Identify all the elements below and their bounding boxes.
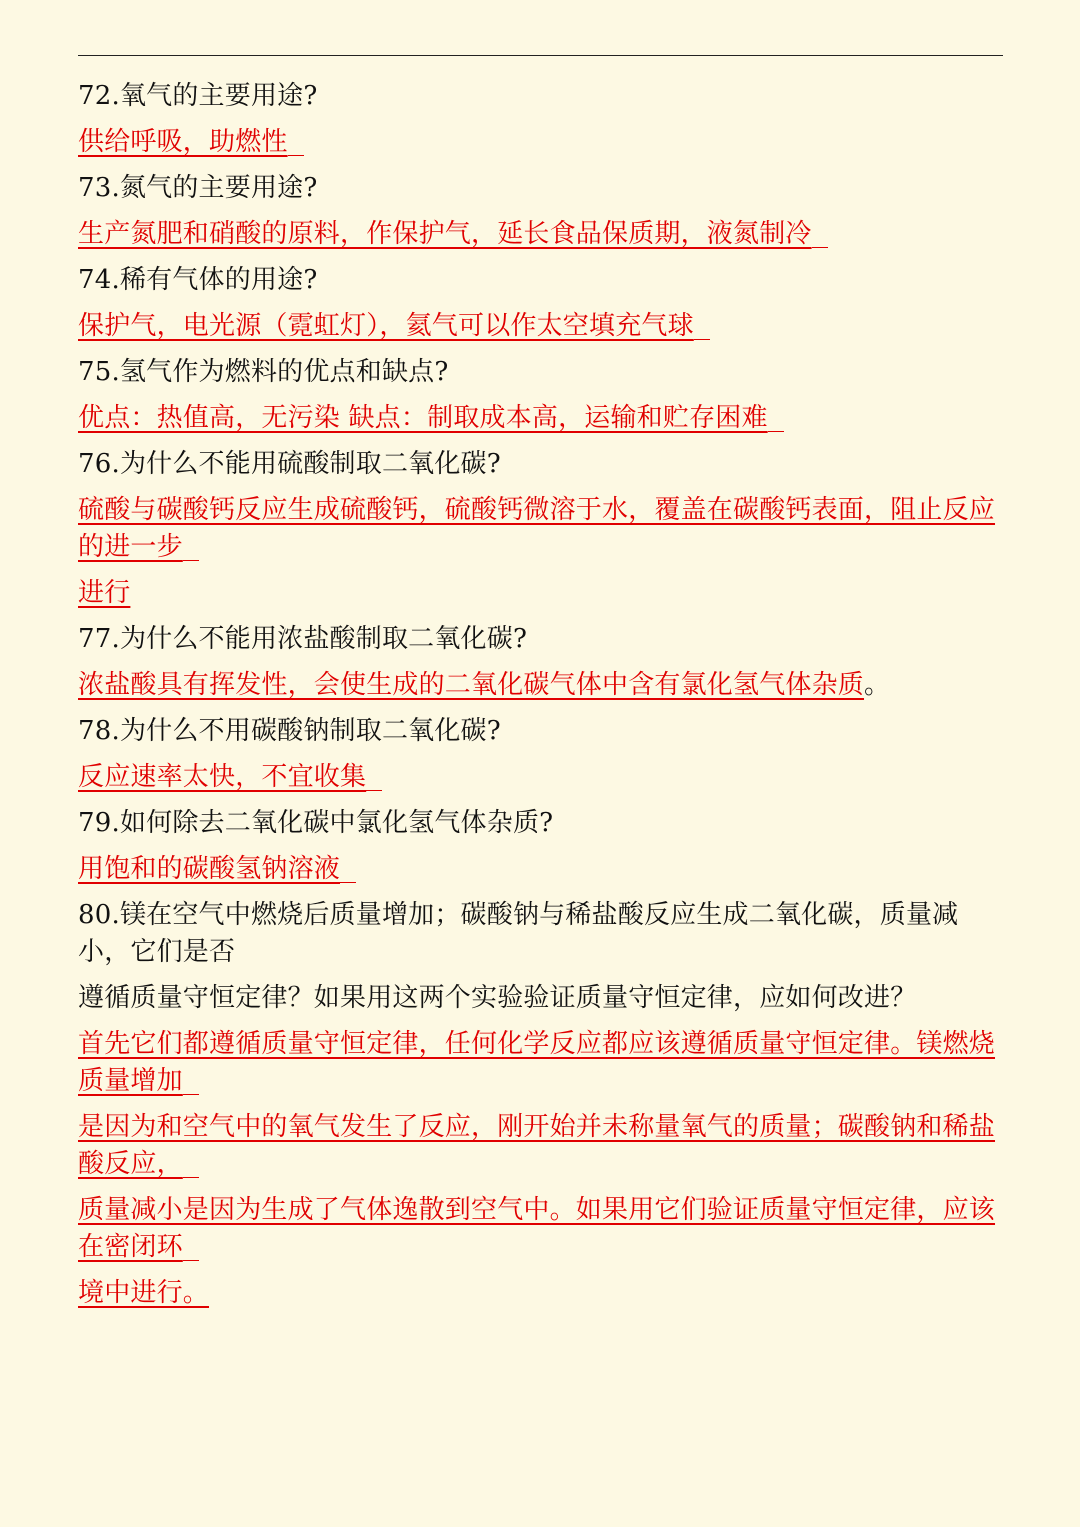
answer-77	[78, 667, 1008, 704]
underline-pad	[340, 856, 356, 883]
underline-pad	[183, 1151, 199, 1178]
question-76: 76.为什么不能用硫酸制取二氧化碳?	[78, 449, 501, 479]
answer-76-cont	[78, 575, 1008, 612]
underline-pad	[288, 129, 304, 156]
question-80-cont: 遵循质量守恒定律？如果用这两个实验验证质量守恒定律，应如何改进？	[78, 983, 917, 1013]
answer-80-line-1	[78, 1026, 1008, 1100]
answer-75	[78, 400, 1008, 437]
answer-79	[78, 851, 1008, 888]
answer-73	[78, 216, 1008, 253]
underline-pad	[812, 221, 828, 248]
question-73: 73.氮气的主要用途?	[78, 173, 318, 203]
question-77: 77.为什么不能用浓盐酸制取二氧化碳?	[78, 624, 528, 654]
question-74: 74.稀有气体的用途?	[78, 265, 318, 295]
question-80: 80.镁在空气中燃烧后质量增加；碳酸钠与稀盐酸反应生成二氧化碳，质量减小，它们是否	[78, 900, 959, 967]
underline-pad	[183, 1068, 199, 1095]
answer-74	[78, 308, 1008, 345]
answer-78-text: 反应速率太快，不宜收集	[78, 762, 367, 792]
answer-80-line-3-text: 质量减小是因为生成了气体逸散到空气中。如果用它们验证质量守恒定律，应该在密闭环	[78, 1195, 996, 1262]
underline-pad	[768, 405, 784, 432]
answer-72	[78, 124, 1008, 161]
answer-80-line-3	[78, 1192, 1008, 1266]
answer-75-text: 优点：热值高，无污染 缺点：制取成本高，运输和贮存困难	[78, 403, 768, 433]
answer-80-line-2-text: 是因为和空气中的氧气发生了反应，刚开始并未称量氧气的质量；碳酸钠和稀盐酸反应，	[78, 1112, 996, 1179]
underline-pad	[694, 313, 710, 340]
underline-pad	[366, 764, 382, 791]
underline-pad	[183, 1234, 199, 1261]
answer-78	[78, 759, 1008, 796]
answer-80-line-4	[78, 1275, 1008, 1312]
qa-list	[78, 78, 1008, 1321]
answer-77-text: 浓盐酸具有挥发性，会使生成的二氧化碳气体中含有氯化氢气体杂质	[78, 670, 865, 700]
answer-80-line-4-text: 境中进行。	[78, 1278, 210, 1308]
question-72: 72.氧气的主要用途?	[78, 81, 318, 111]
answer-77-tail: 。	[864, 670, 891, 700]
question-79: 79.如何除去二氧化碳中氯化氢气体杂质?	[78, 808, 554, 838]
answer-73-text: 生产氮肥和硝酸的原料，作保护气，延长食品保质期，液氮制冷	[78, 219, 812, 249]
question-78: 78.为什么不用碳酸钠制取二氧化碳?	[78, 716, 501, 746]
answer-80-line-2	[78, 1109, 1008, 1183]
question-75: 75.氢气作为燃料的优点和缺点?	[78, 357, 449, 387]
top-rule	[78, 55, 1003, 56]
answer-76-cont-text: 进行	[78, 578, 131, 608]
answer-74-text: 保护气，电光源（霓虹灯），氦气可以作太空填充气球	[78, 311, 694, 341]
answer-79-text: 用饱和的碳酸氢钠溶液	[78, 854, 341, 884]
underline-pad	[183, 534, 199, 561]
answer-80-line-1-text: 首先它们都遵循质量守恒定律，任何化学反应都应该遵循质量守恒定律。镁燃烧质量增加	[78, 1029, 996, 1096]
answer-76	[78, 492, 1008, 566]
answer-76-text: 硫酸与碳酸钙反应生成硫酸钙，硫酸钙微溶于水，覆盖在碳酸钙表面，阻止反应的进一步	[78, 495, 996, 562]
answer-72-text: 供给呼吸，助燃性	[78, 127, 288, 157]
